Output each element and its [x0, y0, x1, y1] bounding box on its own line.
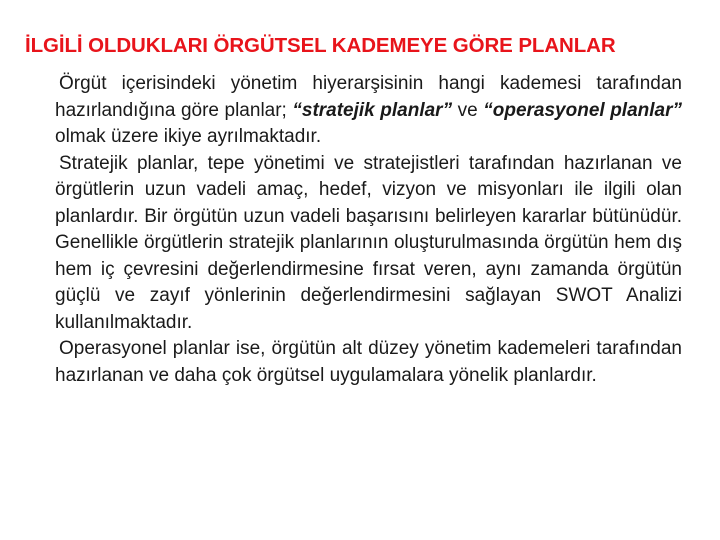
intro-text-after: olmak üzere ikiye ayrılmaktadır.	[55, 126, 322, 147]
strategic-lead: Stratejik planlar	[59, 152, 193, 174]
intro-text-before: Örgüt içerisindeki yönetim hiyerarşisinin hangi kademesi tarafından hazırlandığına göre planlar;	[55, 73, 682, 121]
slide-title: İLGİLİ OLDUKLARI ÖRGÜTSEL KADEMEYE GÖRE PLANLAR	[25, 34, 616, 57]
paragraph-intro	[55, 71, 682, 151]
intro-text-mid: ve	[452, 99, 484, 121]
operational-lead: Operasyonel planlar	[59, 338, 230, 359]
paragraph-operational	[55, 336, 682, 389]
slide-body	[55, 71, 682, 389]
term-strategic-plans: “stratejik planlar”	[292, 99, 453, 121]
strategic-text: , tepe yönetimi ve stratejistleri tarafından hazırlanan ve örgütlerin uzun vadeli amaç, hedef, vizyon ve misyonları ile ilgili olan planlardır. Bir örgütün uzun vadeli başarısını belirleyen kararlar bütünüdür. Genellikle örgütlerin stratejik planlarının oluşturulmasında örgütün hem dış hem iç çevresini değerlendirmesine fırsat veren, aynı zamanda örgütün güçlü ve zayıf yönlerinin değerlendirmesini sağlayan SWOT Analizi kullanılmaktadır.	[55, 152, 682, 333]
operational-text: ise, örgütün alt düzey yönetim kademeleri tarafından hazırlanan ve daha çok örgütsel uygulamalara yönelik planlardır.	[55, 338, 682, 386]
paragraph-strategic	[55, 151, 682, 337]
term-operational-plans: “operasyonel planlar”	[483, 99, 682, 121]
